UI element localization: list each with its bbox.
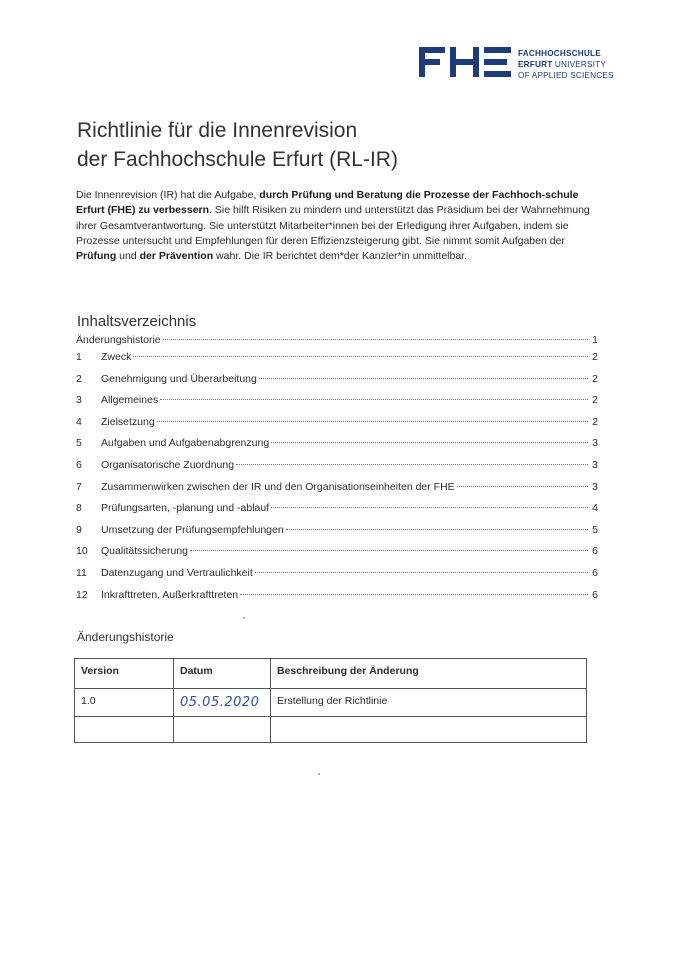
toc-leader-dots bbox=[271, 442, 588, 443]
toc-entry-page: 2 bbox=[592, 394, 598, 407]
toc-entry-title: Zusammenwirken zwischen der IR und den Organisationseinheiten der FHE bbox=[101, 480, 455, 493]
toc-entry-title: Umsetzung der Prüfungsempfehlungen bbox=[101, 523, 284, 536]
fhe-logo-mark-icon bbox=[419, 45, 512, 79]
cell-version: 1.0 bbox=[75, 689, 174, 717]
cell-datum-handwritten: 05.05.2020 bbox=[174, 689, 271, 717]
toc-leader-dots bbox=[163, 339, 588, 340]
toc-entry[interactable] bbox=[76, 416, 598, 438]
toc-entry-number: 12 bbox=[76, 588, 88, 601]
logo-line-3: OF APPLIED SCIENCES bbox=[518, 71, 614, 80]
toc-entry[interactable] bbox=[76, 394, 598, 416]
toc-entry-page: 2 bbox=[592, 415, 598, 428]
toc-entry-title: Aufgaben und Aufgabenabgrenzung bbox=[101, 437, 270, 450]
toc-entry-page: 3 bbox=[592, 458, 598, 471]
toc-entry[interactable] bbox=[76, 502, 598, 524]
history-header-row bbox=[75, 659, 587, 689]
toc-leader-dots bbox=[190, 550, 588, 551]
table-row bbox=[75, 689, 587, 717]
toc-entry[interactable] bbox=[76, 373, 598, 395]
cell-beschreibung bbox=[271, 717, 587, 743]
history-heading: Änderungshistorie bbox=[77, 630, 174, 644]
toc-entry[interactable] bbox=[76, 459, 598, 481]
toc-entry-title: Zielsetzung bbox=[101, 415, 155, 428]
toc-leader-dots bbox=[160, 399, 588, 400]
fhe-logo bbox=[419, 45, 614, 85]
toc-entry-number: 9 bbox=[76, 523, 82, 536]
intro-paragraph: Die Innenrevision (IR) hat die Aufgabe, durch Prüfung und Beratung die Prozesse der Fachhoch-schule Erfurt (FHE) zu verbessern. Sie hilft Risiken zu mindern und unterstützt das Präsidium bei der Wahrnehmung ihrer Gesamtverantwortung. Sie unterstützt Mitarbeiter*innen bei der Erledigung ihrer Aufgaben, indem sie Prozesse untersucht und Empfehlungen für deren Effizienzsteigerung gibt. Sie nimmt somit Aufgaben der Prüfung und der Prävention wahr. Die IR berichtet dem*der Kanzler*in unmittelbar. bbox=[76, 189, 590, 263]
intro-emphasis-1: durch Prüfung und Beratung die Prozesse der Fachhoch-schule Erfurt (FHE) zu verbessern bbox=[76, 189, 579, 217]
toc-entry-page: 5 bbox=[592, 523, 598, 536]
toc-entry[interactable] bbox=[76, 481, 598, 503]
title-line-2: der Fachhochschule Erfurt (RL-IR) bbox=[77, 148, 398, 171]
col-version: Version bbox=[75, 659, 174, 689]
scan-speck bbox=[243, 617, 245, 619]
toc-entry[interactable] bbox=[76, 545, 598, 567]
toc-entry-title: Zweck bbox=[101, 351, 132, 363]
toc-leader-dots bbox=[240, 594, 588, 595]
table-row bbox=[75, 717, 587, 743]
table-of-contents bbox=[76, 334, 598, 610]
toc-entry[interactable] bbox=[76, 567, 598, 589]
logo-wordmark bbox=[518, 48, 614, 81]
toc-entry-page: 4 bbox=[592, 502, 598, 515]
logo-line-1: FACHHOCHSCHULE bbox=[518, 49, 601, 58]
toc-entry-page: 2 bbox=[592, 351, 598, 363]
toc-entry-page: 2 bbox=[592, 372, 598, 385]
toc-entry-page: 3 bbox=[592, 437, 598, 450]
toc-entry-number: 10 bbox=[76, 545, 88, 558]
cell-version bbox=[75, 717, 174, 743]
toc-entry-page: 6 bbox=[592, 545, 598, 558]
toc-entry-title: Prüfungsarten, -planung und -ablauf bbox=[101, 502, 270, 515]
toc-entry-number: 3 bbox=[76, 394, 82, 407]
toc-entry-title: Genehmigung und Überarbeitung bbox=[101, 372, 257, 385]
toc-leader-dots bbox=[259, 378, 588, 379]
logo-line-2: ERFURT UNIVERSITY bbox=[518, 60, 607, 69]
intro-emphasis-2: Prüfung bbox=[76, 250, 117, 263]
toc-entry-number: 5 bbox=[76, 437, 82, 450]
toc-entry-page: 6 bbox=[592, 588, 598, 601]
history-table bbox=[74, 658, 587, 743]
toc-entry-title: Datenzugang und Vertraulichkeit bbox=[101, 566, 253, 579]
toc-entry-page: 3 bbox=[592, 480, 598, 493]
toc-leader-dots bbox=[157, 421, 588, 422]
toc-entry[interactable] bbox=[76, 334, 598, 351]
toc-leader-dots bbox=[457, 486, 588, 487]
toc-entry-title: Organisatorische Zuordnung bbox=[101, 458, 235, 471]
col-beschreibung: Beschreibung der Änderung bbox=[271, 659, 587, 689]
col-datum: Datum bbox=[174, 659, 271, 689]
intro-emphasis-3: der Prävention bbox=[139, 250, 214, 263]
toc-leader-dots bbox=[133, 356, 588, 357]
toc-entry-number: 2 bbox=[76, 372, 82, 385]
toc-entry-title: Qualitätssicherung bbox=[101, 545, 188, 558]
toc-entry[interactable] bbox=[76, 524, 598, 546]
toc-entry[interactable] bbox=[76, 437, 598, 459]
toc-entry-title: Allgemeines bbox=[101, 394, 159, 407]
toc-entry[interactable] bbox=[76, 589, 598, 611]
toc-entry-title: Inkrafttreten, Außerkrafttreten bbox=[101, 588, 239, 601]
cell-datum bbox=[174, 717, 271, 743]
toc-leader-dots bbox=[271, 507, 588, 508]
toc-entry-title: Änderungshistorie bbox=[76, 334, 161, 346]
toc-entry[interactable] bbox=[76, 351, 598, 373]
toc-entry-number: 1 bbox=[76, 351, 82, 363]
toc-entry-number: 4 bbox=[76, 415, 82, 428]
toc-heading: Inhaltsverzeichnis bbox=[77, 313, 197, 330]
toc-entry-number: 6 bbox=[76, 458, 82, 471]
cell-beschreibung: Erstellung der Richtlinie bbox=[271, 689, 587, 717]
title-line-1: Richtlinie für die Innenrevision bbox=[77, 119, 358, 142]
toc-entry-page: 6 bbox=[592, 566, 598, 579]
toc-leader-dots bbox=[286, 529, 588, 530]
toc-leader-dots bbox=[255, 572, 588, 573]
toc-leader-dots bbox=[236, 464, 588, 465]
toc-entry-page: 1 bbox=[592, 334, 598, 346]
toc-entry-number: 11 bbox=[76, 566, 87, 579]
scan-speck bbox=[318, 773, 320, 775]
toc-entry-number: 7 bbox=[76, 480, 82, 493]
toc-entry-number: 8 bbox=[76, 502, 82, 515]
document-title bbox=[77, 116, 398, 174]
